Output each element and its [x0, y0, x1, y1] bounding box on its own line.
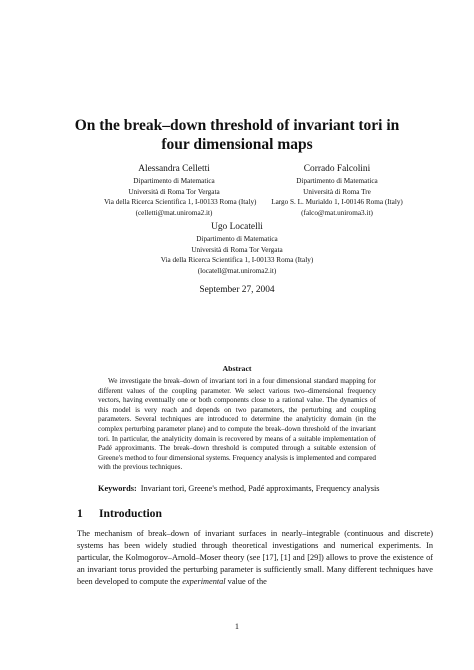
- author-university: Università di Roma Tor Vergata: [191, 245, 283, 254]
- author-address: Via della Ricerca Scientifica 1, I-00133 Roma (Italy): [160, 256, 314, 264]
- abstract-text: We investigate the break–down of invariant tori in a four dimensional standard mapping for different values of the coupling parameter. We select various two–dimensional frequency vectors, having eventually one or both components close to a rational value. The dynamics of this model is very reach and depends on two parameters, the perturbing and coupling parameters. Several techniques are introduced to determine the analyticity domain (in the complex perturbing parameter plane) and to compute the break–down threshold of the invariant tori. In particular, the analyticity domain is recovered by means of a suitable implementation of Padé approximants. The break–down threshold is computed through a suitable extension of Greene's method to four dimensional systems. Frequency analysis is implemented and compared with the previous techniques.: [98, 377, 376, 472]
- author-name: Alessandra Celletti: [138, 164, 210, 174]
- author-email: (falco@mat.uniroma3.it): [301, 208, 373, 217]
- section-title: Introduction: [99, 507, 162, 520]
- intro-paragraph: [77, 528, 433, 588]
- page-number: 1: [234, 622, 240, 631]
- title-line-2: four dimensional maps: [161, 136, 313, 153]
- section-heading: [77, 507, 277, 520]
- author-address: Via della Ricerca Scientifica 1, I-00133 Roma (Italy): [104, 198, 257, 206]
- abstract-heading: Abstract: [222, 364, 252, 373]
- author-department: Dipartimento di Matematica: [296, 177, 378, 185]
- paper-title: [60, 116, 414, 154]
- author-email: (locatell@mat.uniroma2.it): [197, 266, 277, 275]
- author-department: Dipartimento di Matematica: [196, 235, 278, 243]
- author-email: (celletti@mat.uniroma2.it): [135, 208, 213, 217]
- paper-date: September 27, 2004: [199, 285, 275, 295]
- keywords-text: Invariant tori, Greene's method, Padé approximants, Frequency analysis: [140, 484, 380, 493]
- author-block-celletti: [104, 163, 257, 218]
- author-name: Corrado Falcolini: [303, 164, 371, 174]
- intro-emphasis: experimental: [182, 577, 226, 587]
- author-university: Università di Roma Tor Vergata: [128, 187, 220, 196]
- section-number: 1: [77, 507, 83, 520]
- author-university: Università di Roma Tre: [303, 187, 371, 196]
- intro-text-part-2: value of the: [225, 577, 267, 587]
- keywords-label: Keywords:: [98, 484, 137, 493]
- author-block-falcolini: [262, 163, 412, 218]
- author-name: Ugo Locatelli: [211, 222, 263, 232]
- author-block-locatelli: [150, 221, 324, 276]
- keywords-line: [98, 484, 428, 494]
- author-address: Largo S. L. Murialdo 1, I-00146 Roma (Italy): [271, 198, 403, 206]
- title-line-1: On the break–down threshold of invariant tori in: [74, 117, 400, 134]
- author-department: Dipartimento di Matematica: [133, 177, 215, 185]
- intro-text-part-1: The mechanism of break–down of invariant surfaces in nearly–integrable (continuous and discrete) systems has been widely studied through theoretical investigations and numerical experiments. In particular, the Kolmogorov–Arnold–Moser theory (see [17], [1] and [29]) allows to prove the existence of an invariant torus provided the perturbing parameter is sufficiently small. Many different techniques have been developed to compute the: [77, 529, 433, 587]
